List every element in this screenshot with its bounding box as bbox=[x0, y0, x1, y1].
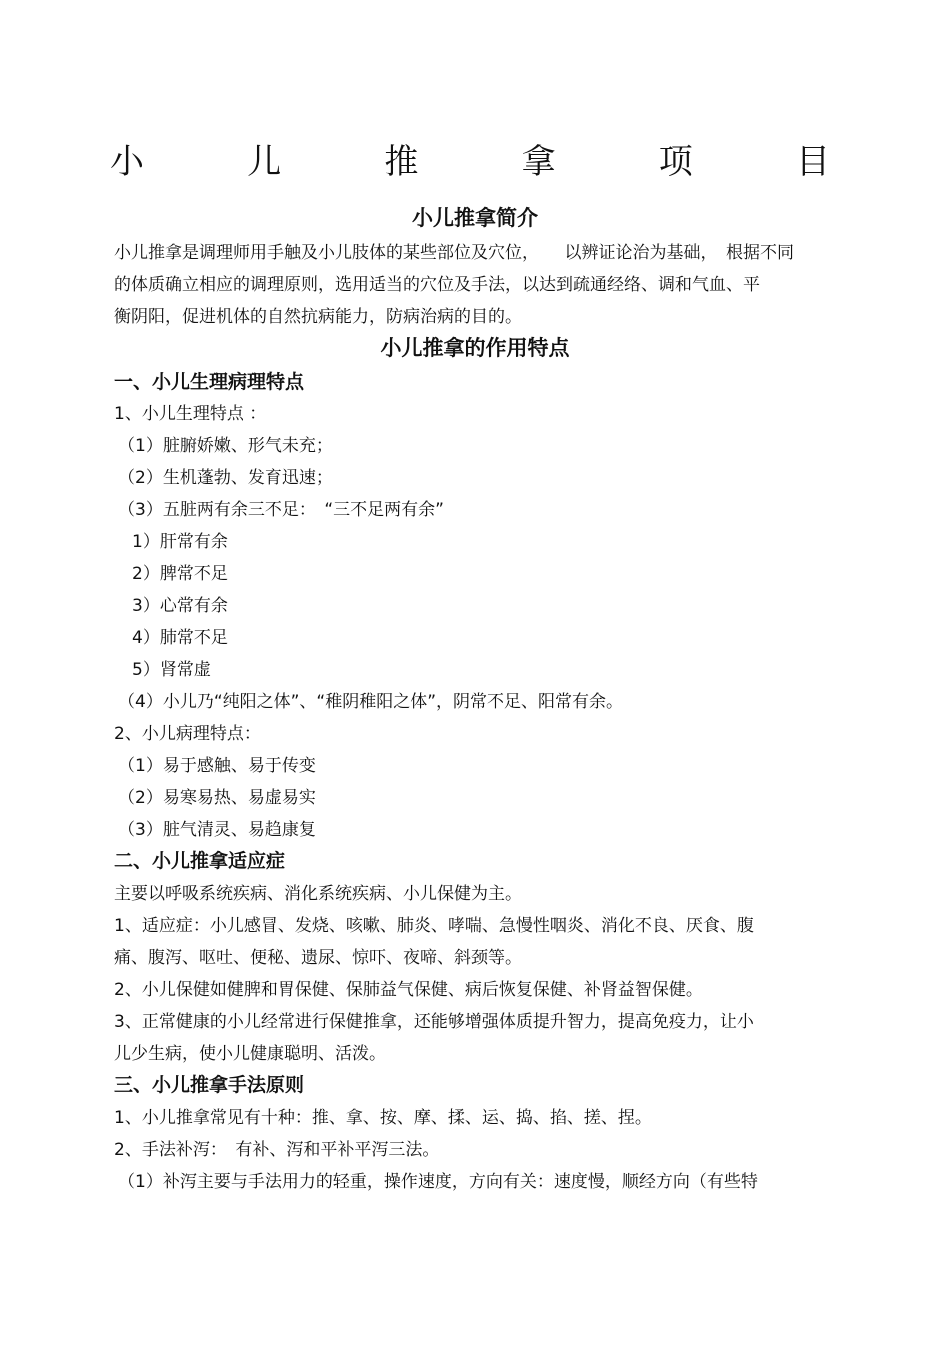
pathology-item: （2）易寒易热、易虚易实 bbox=[118, 788, 316, 808]
section1-heading: 一、小儿生理病理特点 bbox=[114, 371, 305, 393]
intro-paragraph-line: 小儿推拿是调理师用手触及小儿肢体的某些部位及穴位， 以辨证论治为基础， 根据不同 bbox=[114, 243, 794, 263]
title-char: 儿 bbox=[247, 142, 282, 182]
organ-sub-item: 3）心常有余 bbox=[132, 596, 228, 616]
section2-heading: 二、小儿推拿适应症 bbox=[114, 850, 286, 872]
indications-line: 主要以呼吸系统疾病、消化系统疾病、小儿保健为主。 bbox=[114, 884, 522, 904]
organ-sub-item: 5）肾常虚 bbox=[132, 660, 211, 680]
physiology-item: （1）脏腑娇嫩、形气未充； bbox=[118, 436, 333, 456]
pathology-title: 2、小儿病理特点： bbox=[114, 724, 261, 744]
technique-line: （1）补泻主要与手法用力的轻重，操作速度，方向有关：速度慢，顺经方向（有些特 bbox=[118, 1172, 758, 1192]
title-char: 小 bbox=[110, 142, 144, 182]
technique-line: 1、小儿推拿常见有十种：推、拿、按、摩、揉、运、捣、掐、搓、捏。 bbox=[114, 1108, 652, 1128]
indications-line: 痛、腹泻、呕吐、便秘、遗尿、惊吓、夜啼、斜颈等。 bbox=[114, 948, 522, 968]
title-char: 项 bbox=[658, 142, 693, 182]
indications-line: 3、正常健康的小儿经常进行保健推拿，还能够增强体质提升智力，提高免疫力，让小 bbox=[114, 1012, 754, 1032]
physiology-item: （3）五脏两有余三不足： “三不足两有余” bbox=[118, 500, 444, 520]
intro-heading: 小儿推拿简介 bbox=[412, 206, 538, 230]
indications-line: 儿少生病，使小儿健康聪明、活泼。 bbox=[114, 1044, 386, 1064]
document-title bbox=[110, 140, 830, 184]
features-heading: 小儿推拿的作用特点 bbox=[380, 336, 570, 360]
intro-paragraph-line: 衡阴阳，促进机体的自然抗病能力，防病治病的目的。 bbox=[114, 307, 522, 327]
section3-heading: 三、小儿推拿手法原则 bbox=[114, 1074, 305, 1096]
indications-line: 2、小儿保健如健脾和胃保健、保肺益气保健、病后恢复保健、补肾益智保健。 bbox=[114, 980, 703, 1000]
intro-paragraph-line: 的体质确立相应的调理原则，选用适当的穴位及手法，以达到疏通经络、调和气血、平 bbox=[114, 275, 760, 295]
physiology-item: （2）生机蓬勃、发育迅速； bbox=[118, 468, 333, 488]
physiology-item: （4）小儿乃“纯阳之体”、“稚阴稚阳之体”，阴常不足、阳常有余。 bbox=[118, 692, 624, 712]
organ-sub-item: 2）脾常不足 bbox=[132, 564, 228, 584]
organ-sub-item: 1）肝常有余 bbox=[132, 532, 228, 552]
technique-line: 2、手法补泻： 有补、泻和平补平泻三法。 bbox=[114, 1140, 440, 1160]
pathology-item: （3）脏气清灵、易趋康复 bbox=[118, 820, 316, 840]
organ-sub-item: 4）肺常不足 bbox=[132, 628, 228, 648]
pathology-item: （1）易于感触、易于传变 bbox=[118, 756, 316, 776]
title-char: 拿 bbox=[521, 142, 556, 182]
physiology-title: 1、小儿生理特点 ： bbox=[114, 404, 267, 424]
indications-line: 1、适应症：小儿感冒、发烧、咳嗽、肺炎、哮喘、急慢性咽炎、消化不良、厌食、腹 bbox=[114, 916, 754, 936]
title-char: 推 bbox=[384, 142, 419, 182]
title-char: 目 bbox=[795, 142, 830, 182]
